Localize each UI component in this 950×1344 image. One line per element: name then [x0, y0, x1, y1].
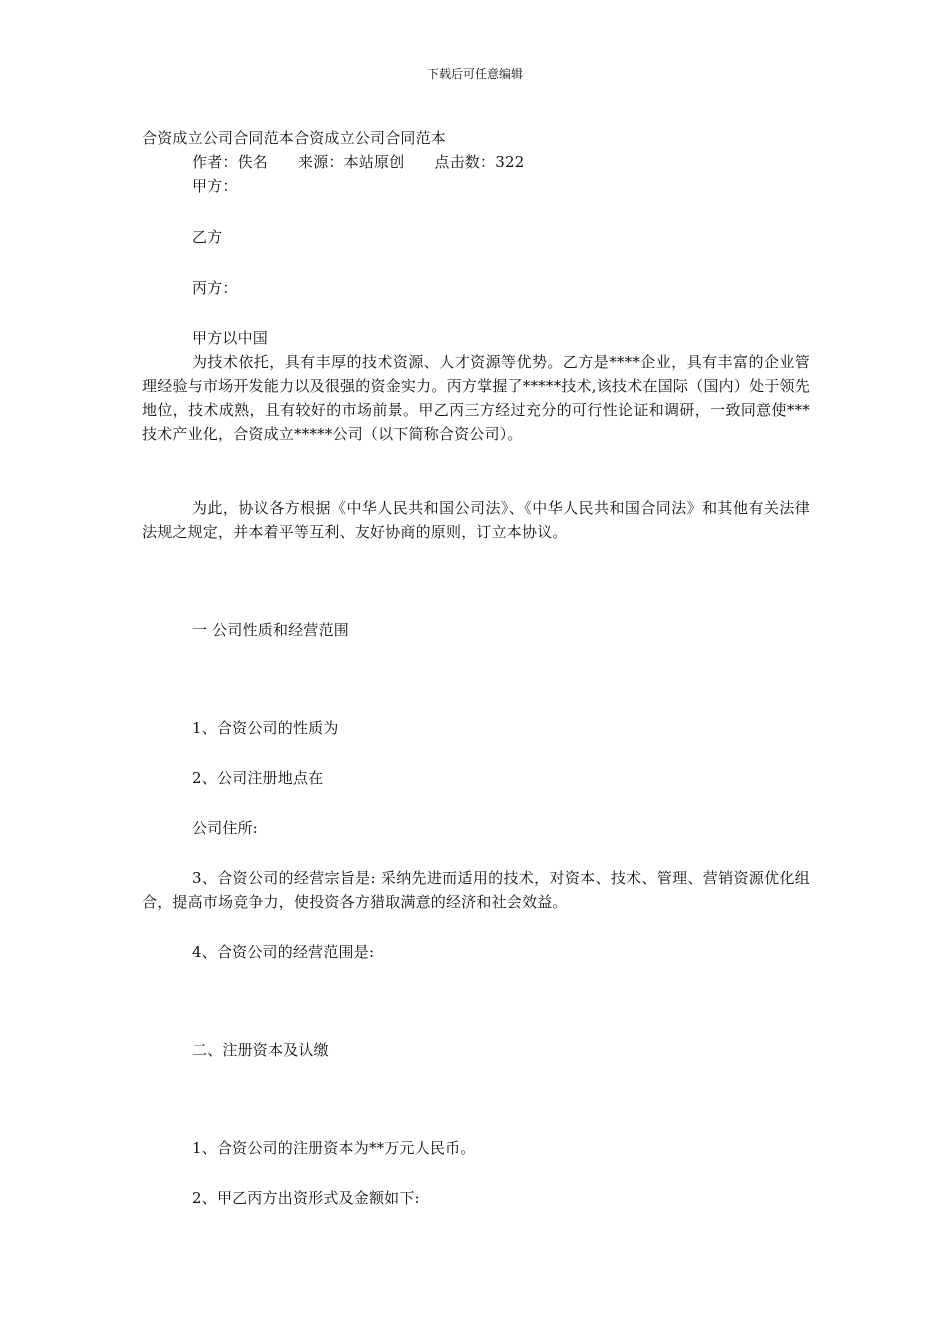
document-meta: [142, 150, 810, 174]
party-a-line: 甲方：: [192, 177, 238, 195]
page-header-note: 下载后可任意编辑: [426, 67, 523, 81]
party-a-china-line: 甲方以中国: [192, 329, 269, 347]
section2-heading: 二、注册资本及认缴: [192, 1041, 329, 1059]
section2-item1: 1、合资公司的注册资本为**万元人民币。: [192, 1139, 476, 1157]
document-title: 合资成立公司合同范本合资成立公司合同范本: [142, 129, 447, 147]
section2-item2: 2、甲乙丙方出资形式及金额如下:: [192, 1189, 420, 1207]
section1-item2: 2、公司注册地点在: [192, 769, 324, 787]
meta-source: 来源：本站原创: [298, 153, 405, 171]
party-c-line: 丙方：: [192, 279, 238, 297]
basis-paragraph: 为此，协议各方根据《中华人民共和国公司法》、《中华人民共和国合同法》和其他有关法律法规之规定，并本着平等互利、友好协商的原则，订立本协议。: [142, 499, 810, 541]
section1-heading: 一 公司性质和经营范围: [192, 621, 349, 639]
meta-clicks: 点击数：322: [434, 153, 525, 171]
party-b-line: 乙方: [192, 228, 223, 246]
section1-item1: 1、合资公司的性质为: [192, 719, 339, 737]
document-body: [142, 126, 810, 1210]
section1-item3: 3、合资公司的经营宗旨是: 采纳先进而适用的技术，对资本、技术、管理、营销资源优化组合，提高市场竞争力，使投资各方猎取满意的经济和社会效益。: [142, 869, 810, 911]
section1-address: 公司住所:: [192, 819, 259, 837]
intro-paragraph: 为技术依托，具有丰厚的技术资源、人才资源等优势。乙方是****企业，具有丰富的企业管理经验与市场开发能力以及很强的资金实力。丙方掌握了*****技术,该技术在国际（国内）处于领先地位，技术成熟，且有较好的市场前景。甲乙丙三方经过充分的可行性论证和调研，一致同意使***技术产业化，合资成立*****公司（以下简称合资公司）。: [142, 353, 810, 443]
meta-author: 作者：佚名: [192, 153, 269, 171]
section1-item4: 4、合资公司的经营范围是:: [192, 943, 375, 961]
